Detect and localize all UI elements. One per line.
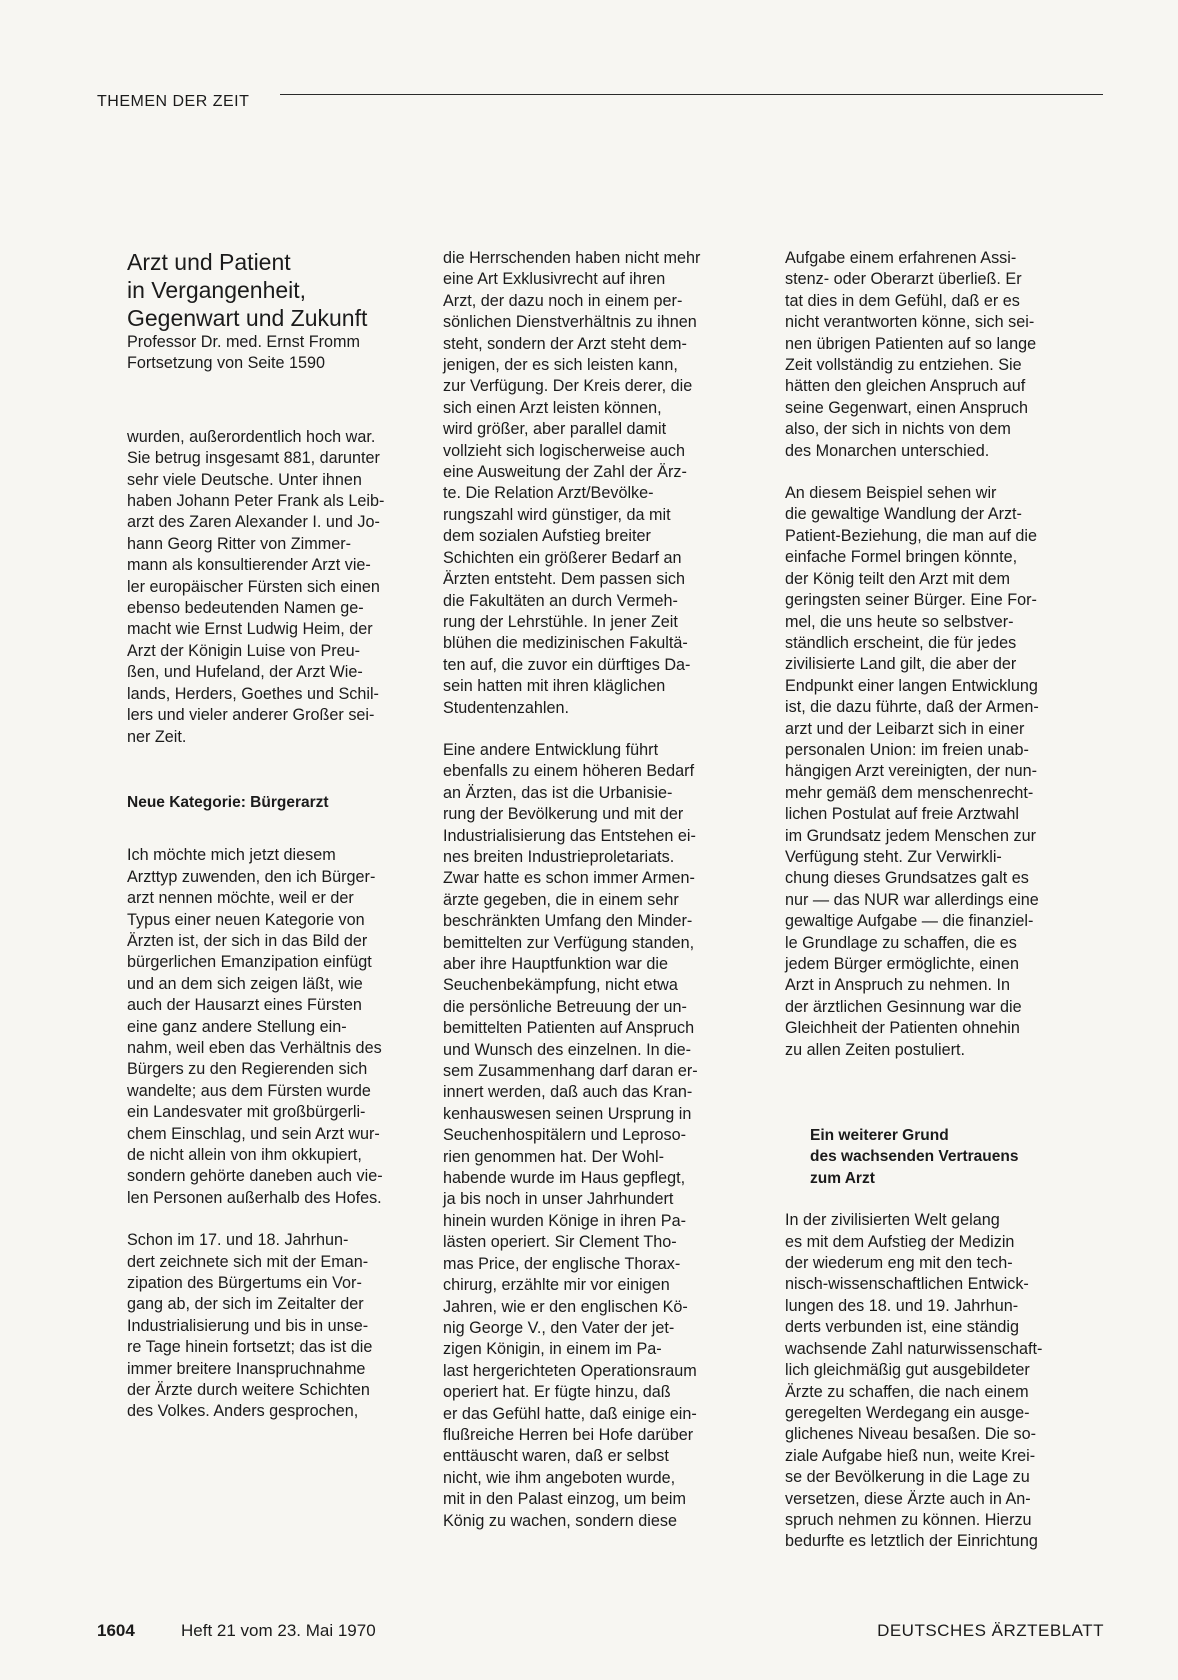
paragraph: die Herrschenden haben nicht mehr eine Art Exklusivrecht auf ihren Arzt, der dazu noch in einem per- sönlichen Dienstverhältnis zu ihnen steht, sondern der Arzt steht dem- jenigen, der es sich leisten kann, zur Verfügung. Der Kreis derer, die sich einen Arzt leisten können, wird größer, aber parallel damit vollzieht sich logischerweise auch eine Ausweitung der Zahl der Ärz- te. Die Relation Arzt/Bevölke- rungszahl wird günstiger, da mit dem sozialen Aufstieg breiter Schichten ein größerer Bedarf an Ärzten entsteht. Dem passen sich die Fakultäten an durch Vermeh- rung der Lehrstühle. In jener Zeit blühen die medizinischen Fakultä- ten auf, die zuvor ein dürftiges Da- sein hatten mit ihren kläglichen Studentenzahlen. [443,249,701,717]
page-number: 1604 [97,1621,135,1640]
continuation-note: Fortsetzung von Seite 1590 [127,354,325,373]
issue-info: Heft 21 vom 23. Mai 1970 [181,1621,376,1640]
column-1 [127,248,417,1423]
column-3 [785,248,1104,1553]
paragraph: Ich möchte mich jetzt diesem Arzttyp zuwenden, den ich Bürger- arzt nennen möchte, weil er der Typus einer neuen Kategorie von Ärzten ist, der sich in das Bild der bürgerlichen Emanzipation einfügt und an dem sich zeigen läßt, wie auch der Hausarzt eines Fürsten eine ganz andere Stellung ein- nahm, weil eben das Verhältnis des Bürgers zu den Regierenden sich wandelte; aus dem Fürsten wurde ein Landesvater mit großbürgerli- chem Einschlag, und sein Arzt wur- de nicht allein von ihm okkupiert, sondern gehörte daneben auch vie- len Personen außerhalb des Hofes. [127,846,383,1207]
header-rule [280,94,1103,95]
section-label: THEMEN DER ZEIT [97,93,250,110]
paragraph: wurden, außerordentlich hoch war. Sie betrug insgesamt 881, darunter sehr viele Deutsche. Unter ihnen haben Johann Peter Frank als Leib- arzt des Zaren Alexander I. und Jo- hann Georg Ritter von Zimmer- mann als konsultierender Arzt vie- ler europäischer Fürsten sich einen ebenso bedeutenden Namen ge- macht wie Ernst Ludwig Heim, der Arzt der Königin Luise von Preu- ßen, und Hufeland, der Arzt Wie- lands, Herders, Goethes und Schil- lers und vieler anderer Großer sei- ner Zeit. [127,427,385,746]
subheading: Ein weiterer Grund des wachsenden Vertrauens zum Arzt [810,1127,1019,1187]
journal-name: DEUTSCHES ÄRZTEBLATT [877,1621,1104,1640]
subheading: Neue Kategorie: Bürgerarzt [127,793,329,811]
article-title: Arzt und Patient in Vergangenheit, Gegenwart und Zukunft [127,249,368,331]
author-byline: Professor Dr. med. Ernst Fromm [127,333,360,351]
paragraph: In der zivilisierten Welt gelang es mit dem Aufstieg der Medizin der wiederum eng mit den tech- nisch-wissenschaftlichen Entwick- lungen des 18. und 19. Jahrhun- derts verbunden ist, eine ständig wachsende Zahl naturwissenschaft- lich gleichmäßig gut ausgebildeter Ärzte zu schaffen, die nach einem geregelten Werdegang ein ausge- glichenes Niveau besaßen. Die so- ziale Aufgabe hieß nun, weite Krei- se der Bevölkerung in die Lage zu versetzen, diese Ärzte auch in An- spruch nehmen zu können. Hierzu bedurfte es letztlich der Einrichtung [785,1211,1043,1551]
paragraph: Eine andere Entwicklung führt ebenfalls zu einem höheren Bedarf an Ärzten, das ist die Urbanisie- rung der Bevölkerung und mit der Industrialisierung das Entstehen ei- nes breiten Industrieproletariats. Zwar hatte es schon immer Armen- ärzte gegeben, die in einem sehr beschränkten Umfang den Minder- bemittelten zur Verfügung standen, aber ihre Hauptfunktion war die Seuchenbekämpfung, nicht etwa die persönliche Betreuung der un- bemittelten Patienten auf Anspruch und Wunsch des einzelnen. In die- sem Zusammenhang darf daran er- innert werden, daß auch das Kran- kenhauswesen seinen Ursprung in Seuchenhospitälern und Leproso- rien genommen hat. Der Wohl- habende wurde im Haus gepflegt, ja bis noch in unser Jahrhundert hinein wurden Könige in ihren Pa- lästen operiert. Sir Clement Tho- mas Price, der englische Thorax- chirurg, erzählte mir vor einigen Jahren, wie er den englischen Kö- nig George V., den Vater der jet- zigen Königin, in einem im Pa- last hergerichteten Operationsraum operiert hat. Er fügte hinzu, daß er das Gefühl hatte, daß einige ein- flußreiche Herren bei Hofe darüber enttäuscht waren, daß er selbst nicht, wie ihm angeboten wurde, mit in den Palast einzog, um beim König zu wachen, sondern diese [443,740,698,1530]
column-2 [443,248,761,1532]
paragraph: Aufgabe einem erfahrenen Assi- stenz- oder Oberarzt überließ. Er tat dies in dem Gefühl, daß er es nicht verantworten könne, sich sei- nen übrigen Patienten auf so lange Zeit vollständig zu entziehen. Sie hätten den gleichen Anspruch auf seine Gegenwart, einen Anspruch also, der sich in nichts von dem des Monarchen unterschied. [785,249,1037,460]
paragraph: An diesem Beispiel sehen wir die gewaltige Wandlung der Arzt- Patient-Beziehung, die man auf die einfache Formel bringen könnte, der König teilt den Arzt mit dem geringsten seiner Bürger. Eine For- mel, die uns heute so selbstver- ständlich erscheint, die für jedes zivilisierte Land gilt, die aber der Endpunkt einer langen Entwicklung ist, die dazu führte, daß der Armen- arzt und der Leibarzt sich in einer personalen Union: im freien unab- hängigen Arzt vereinigten, der nun- mehr gemäß dem menschenrecht- lichen Postulat auf freie Arztwahl im Grundsatz jedem Menschen zur Verfügung steht. Zur Verwirkli- chung dieses Grundsatzes galt es nur — das NUR war allerdings eine gewaltige Aufgabe — die finanziel- le Grundlage zu schaffen, die es jedem Bürger ermöglichte, einen Arzt in Anspruch zu nehmen. In der ärztlichen Gesinnung war die Gleichheit der Patienten ohnehin zu allen Zeiten postuliert. [785,484,1039,1059]
paragraph: Schon im 17. und 18. Jahrhun- dert zeichnete sich mit der Eman- zipation des Bürgertums ein Vor- gang ab, der sich im Zeitalter der Industrialisierung und bis in unse- re Tage hinein fortsetzt; das ist die immer breitere Inanspruchnahme der Ärzte durch weitere Schichten des Volkes. Anders gesprochen, [127,1231,373,1421]
